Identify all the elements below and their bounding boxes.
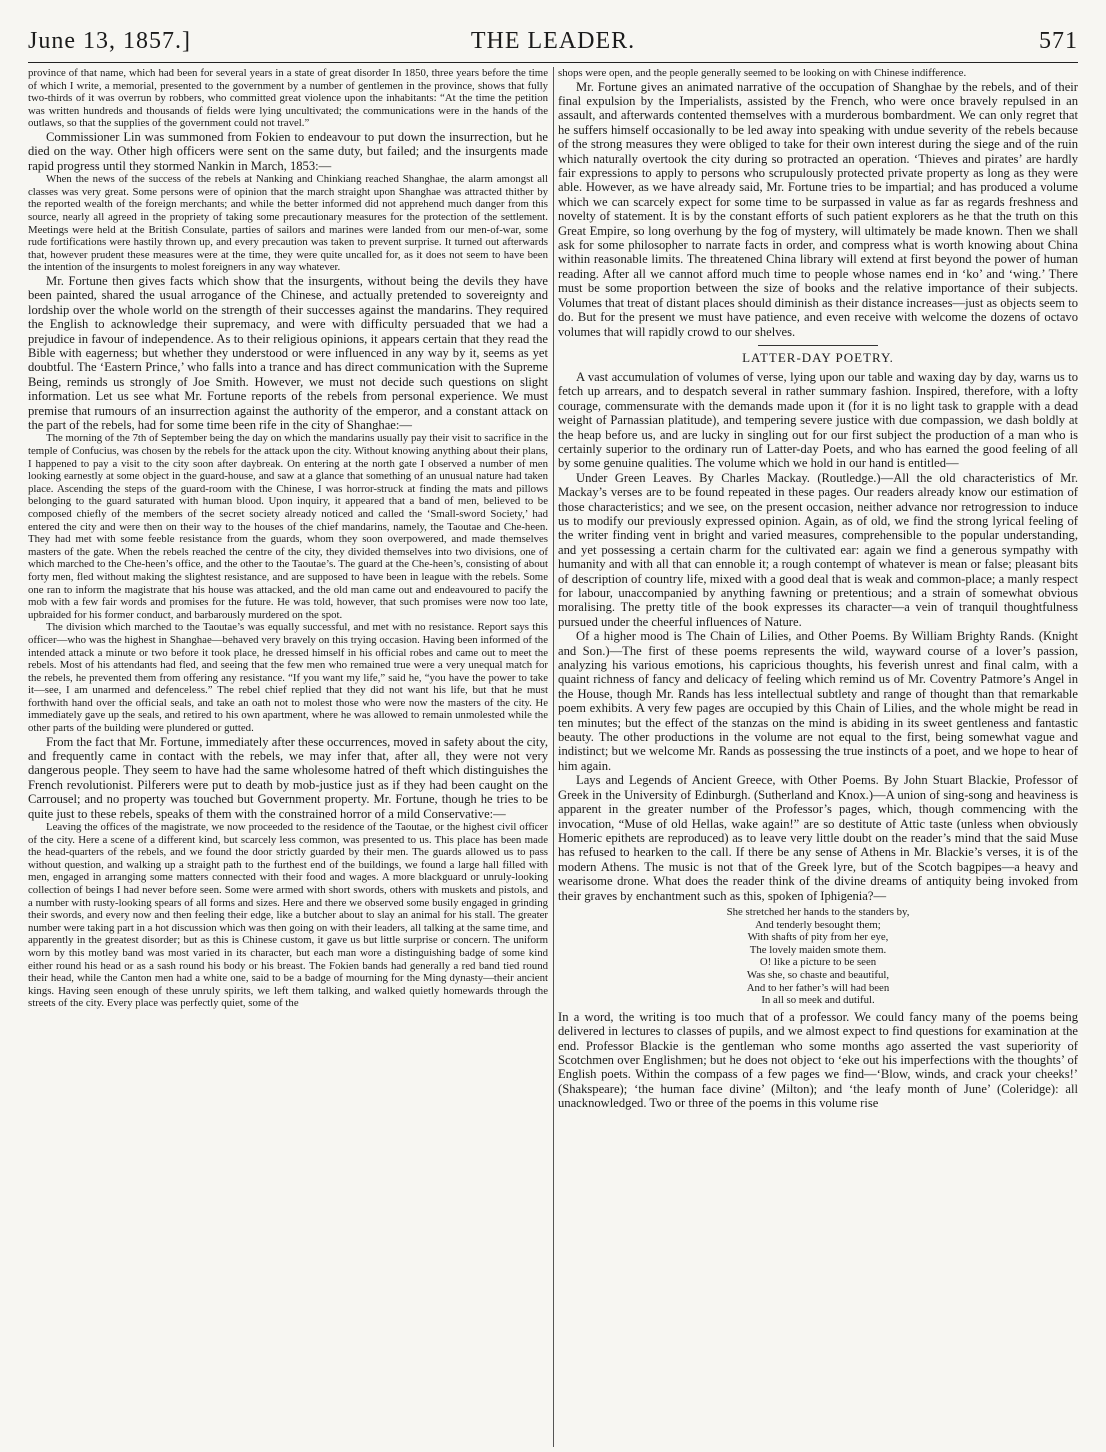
paragraph: The morning of the 7th of September being the day on which the mandarins usually pay their visit to sacrifice in the temple of Confucius, was chosen by the rebels for the attack upon the city. Without knowing anything about their plans, I happened to pay a visit to the city soon after daybreak. On entering at the north gate I observed a number of men looking earnestly at some object in the guard-house, and saw at a glance that something of an unusual nature had taken place. Ascending the steps of the guard-room with the Chinese, I was horror-struck at finding the mats and pillows belonging to the guard saturated with human blood. Upon inquiry, it appeared that a band of men, believed to be composed chiefly of the members of the secret society already noticed and called the ‘Small-sword Society,’ had entered the city and were then on their way to the houses of the chief mandarins, namely, the Taoutae and Che-heen. They had met with some feeble resistance from the guards, whom they soon overpowered, and made themselves masters of the gate. When the rebels reached the centre of the city, they divided themselves into two divisions, one of which marched to the Che-heen’s office, and the other to the Taoutae’s. The guard at the Che-heen’s, consisting of about forty men, fled without making the slightest resistance, and are supposed to have been in league with the rebels. Some one ran to inform the magistrate that his house was attacked, and the old man came out and endeavoured to pacify the mob with a few fair words and promises for the future. He was told, however, that such promises were now too late, upbraided for his former conduct, and barbarously murdered on the spot. (28, 432, 548, 621)
columns (28, 67, 1078, 1447)
page-header (28, 22, 1078, 63)
paragraph: Commissioner Lin was summoned from Fokien to endeavour to put down the insurrection, but he died on the way. Other high officers were sent on the same duty, but failed; and the insurgents made rapid progress until they stormed Nankin in March, 1853:— (28, 129, 548, 173)
paragraph: Lays and Legends of Ancient Greece, with Other Poems. By John Stuart Blackie, Professor of Greek in the University of Edinburgh. (Sutherland and Knox.)—A union of sing-song and heaviness is apparent in the greater number of the Professor’s pages, which, though commencing with the invocation, “Muse of old Hellas, wake again!” are so destitute of Attic taste (unless when obviously Homeric epithets are reproduced) as to leave very little doubt on the reader’s mind that the said Muse has refused to hearken to the call. If there be any sense of Athens in Mr. Blackie’s verses, it is of the modern Athens. The music is not that of the Greek lyre, but of the Scotch bagpipes—a heavy and wearisome drone. What does the reader think of the divine dreams of antiquity being invoked from their graves by enchantment such as this, spoken of Iphigenia?— (558, 773, 1078, 903)
column-rule (553, 67, 554, 1447)
right-column-top (558, 67, 1078, 339)
paragraph: shops were open, and the people generally seemed to be looking on with Chinese indifference. (558, 67, 967, 79)
paragraph: From the fact that Mr. Fortune, immediately after these occurrences, moved in safety about the city, and frequently came in contact with the rebels, we may infer that, after all, they were not very dangerous people. They seem to have had the same wholesome hatred of theft which distinguishes the French revolutionist. Pilferers were put to death by mob-justice just as if they had been caught on the Carrousel; and no property was touched but Government property. Mr. Fortune, though he tries to be quite just to these rebels, speaks of them with the constrained horror of a mild Conservative:— (28, 734, 548, 821)
paragraph: Under Green Leaves. By Charles Mackay. (Routledge.)—All the old characteristics of Mr. Mackay’s verses are to be found repeated in these pages. Our readers already know our estimation of those characteristics; and we see, on the present occasion, neither advance nor retrogression to induce us to modify our previously expressed opinion. Again, as of old, we find the strong lyrical feeling of the writer finding vent in bright and varied measures, comprehensible to the popular understanding, and yet possessing a certain charm for the cultivated ear: again we find a generous sympathy with humanity and with all that can ennoble it; a rough contempt of whatever is mean or false; pleasant bits of description of country life, mixed with a good deal that is weak and common-place; a manly respect for labour, unaccompanied by anything fawning or pretentious; and a strain of somewhat obvious moralising. The pretty title of the book expresses its character—a vein of tranquil thoughtfulness pursued under the cheerful influences of Nature. (558, 470, 1078, 629)
right-column (558, 67, 1078, 1447)
section-divider (758, 345, 878, 346)
poem-line: With shafts of pity from her eye, (747, 931, 889, 944)
left-column (28, 67, 548, 1447)
paragraph: province of that name, which had been for several years in a state of great disorder In 1850, three years before the time of which I write, a memorial, presented to the government by a number of gentlemen in the province, shows that fully two-thirds of it was overrun by robbers, who committed great violence upon the inhabitants: “At the time the petition was written hundreds and thousands of fields were lying uncultivated; the communications were in the hands of the outlaws, so that the supplies of the government could not travel.” (28, 67, 548, 130)
poem-quote (558, 906, 1078, 1007)
poem-line: The lovely maiden smote them. (749, 943, 887, 956)
poem-line: Was she, so chaste and beautiful, (746, 968, 890, 981)
paragraph: Of a higher mood is The Chain of Lilies, and Other Poems. By William Brighty Rands. (Knight and Son.)—The first of these poems represents the wild, wayward course of a lover’s passion, analyzing his various emotions, his capricious thoughts, his feverish unrest and final calm, with a quaint richness of fancy and delicacy of feeling which remind us of Mr. Coventry Patmore’s Angel in the House, though Mr. Rands has less intellectual subtlety and range of thought than that remarkable poem exhibits. A very few pages are occupied by this Chain of Lilies, and the whole might be read in ten minutes; but the effect of the stanzas on the mind is abiding in its sweet gentleness and fantastic beauty. The other productions in the volume are not equal to the first, being somewhat vague and indistinct; but we welcome Mr. Rands as possessing the true instincts of a poet, and we hope to hear of him again. (558, 629, 1078, 773)
paragraph: In a word, the writing is too much that of a professor. We could fancy many of the poems being delivered in lectures to classes of pupils, and we almost expect to find questions for examination at the end. Professor Blackie is the gentleman who some months ago asserted the vast superiority of Scotchmen over Englishmen; but he does not object to ‘eke out his imperfections with the thoughts’ of English poets. Within the compass of a few pages we find—‘Blow, winds, and crack your cheeks!’ (Shakspeare); ‘the human face divine’ (Milton); and ‘the leafy month of June’ (Coleridge): all unacknowledged. Two or three of the poems in this volume rise (558, 1009, 1078, 1111)
poem-line: O! like a picture to be seen (759, 956, 877, 969)
poem-line: And tenderly besought them; (755, 918, 881, 931)
poem-line: And to her father’s will had been (746, 981, 890, 994)
paragraph: The division which marched to the Taoutae’s was equally successful, and met with no resistance. Report says this officer—who was the highest in Shanghae—behaved very bravely on this trying occasion. Having been informed of the intended attack a minute or two before it took place, he dressed himself in his official robes and came out to meet the rebels. Most of his attendants had fled, and seeing that the few men who remained true were a very unequal match for the rebels, he prevented them from offering any resistance. “If you want my life,” said he, “you have the power to take it—see, I am unarmed and defenceless.” The rebel chief replied that they did not want his life, but that he must forthwith hand over the official seals, and take an oath not to molest those who were now the masters of the city. He immediately gave up the seals, and retired to his own apartment, where he was allowed to remain unmolested while the other parts of the building were plundered or gutted. (28, 621, 548, 735)
paragraph: When the news of the success of the rebels at Nanking and Chinkiang reached Shanghae, the alarm amongst all classes was very great. Some persons were of opinion that the march straight upon Shanghae was attracted thither by the reported wealth of the foreign merchants; and while the better informed did not apprehend much danger from this source, nearly all agreed in the propriety of taking some precautionary measures for the protection of the settlement. Meetings were held at the British Consulate, parties of sailors and marines were landed from our men-of-war, some rude fortifications were hastily thrown up, and every precaution was taken to prevent surprise. It turned out afterwards that, however prudent these measures were at the time, they were quite uncalled for, as it does not seem to have been the intention of the insurgents to molest foreigners in any way whatever. (28, 173, 548, 274)
paragraph: Mr. Fortune then gives facts which show that the insurgents, without being the devils they have been painted, shared the usual arrogance of the Chinese, and actually pretended to sovereignty and lordship over the whole world on the strength of their successes against the mandarins. They required the English to acknowledge their supremacy, and were with difficulty persuaded that we had a prejudice in favour of independence. As to their religious opinions, it appears certain that they read the Bible with eagerness; but whether they understood or were influenced in any way by it, seems as yet doubtful. The ‘Eastern Prince,’ who falls into a trance and has direct communication with the Supreme Being, reminds us strongly of Joe Smith. However, we must not decide such questions on slight information. Let us see what Mr. Fortune reports of the rebels from personal experience. We must premise that rumours of an insurrection against the authority of the emperor, and a constant attack on the part of the rebels, had for some time been rife in the city of Shanghae:— (28, 273, 548, 432)
section-title: LATTER-DAY POETRY. (742, 349, 894, 365)
header-title: THE LEADER. (470, 28, 636, 54)
poem-line: She stretched her hands to the standers by, (726, 905, 910, 918)
header-page-number: 571 (1039, 28, 1078, 54)
header-date: June 13, 1857.] (28, 28, 191, 54)
right-column-end (558, 1010, 1078, 1111)
right-column-body (558, 370, 1078, 903)
paragraph: A vast accumulation of volumes of verse, lying upon our table and waxing day by day, warns us to fetch up arrears, and to despatch several in rather summary fashion. Inspired, therefore, with a lofty courage, commensurate with the demands made upon it (for it is no light task to grapple with a dead weight of Parnassian platitude), and tempering severe justice with due compassion, we dash boldly at the heap before us, and are lucky in singling out for our first subject the production of a man who is certainly superior to the ordinary run of Latter-day Poets, and who has earned the good feeling of all by some genuine qualities. The volume which we hold in our hand is entitled— (558, 369, 1078, 471)
paragraph: Leaving the offices of the magistrate, we now proceeded to the residence of the Taoutae, or the highest civil officer of the city. Here a scene of a different kind, but scarcely less common, was presented to us. This place has been made the head-quarters of the rebels, and we found the door strictly guarded by their men. The guards allowed us to pass without question, and walking up a straight path to the furthest end of the buildings, we found a large hall filled with men, engaged in arranging some matters connected with their food and wages. A more blackguard or unruly-looking collection of beings I had never before seen. Some were armed with short swords, others with muskets and pistols, and a number with rusty-looking spears of all forms and sizes. Here and there we observed some busily engaged in grinding their swords, and every now and then feeling their edge, like a butcher about to slay an animal for his stall. The greater number were taking part in a hot discussion which was then going on with their leaders, all talking at the same time, and apparently in the greatest disorder; but as this is Chinese custom, it gave us but little surprise or concern. The uniform worn by this motley band was most varied in its character, but each man wore a distinguishing badge of some kind either round his head or as a sash round his body or his breast. The Fokien bands had generally a red band tied round their head, while the Canton men had a white one, said to be a badge of mourning for the Ming dynasty—their ancient kings. Having seen enough of these unruly spirits, we left them talking, and walked quietly homewards through the streets of the city. Every place was perfectly quiet, some of the (28, 821, 548, 1010)
poem-line: In all so meek and dutiful. (761, 994, 875, 1007)
paragraph: Mr. Fortune gives an animated narrative of the occupation of Shanghae by the rebels, and of their final expulsion by the Imperialists, assisted by the French, who were once bravely repulsed in an assault, and afterwards contented themselves with a murderous bombardment. We can only regret that he suffers himself occasionally to be led away into speaking with undue severity of the rebels because of the strong measures they were obliged to take for their own interest during the siege and of the ruin which naturally overtook the city during so protracted an operation. ‘Thieves and pirates’ are hardly fair expressions to apply to persons who scrupulously protected private property as long as they were able. However, as we have already said, Mr. Fortune tries to be impartial; and has produced a volume which we can scarcely expect for some time to be surpassed in value as far as regards freshness and novelty of statement. It is by the constant efforts of such patient explorers as he that the truth on this Great Empire, so long overhung by the fog of mystery, will ultimately be made known. Then we shall ask for some philosopher to narrate facts in order, and compress what is worth knowing about China within reasonable limits. The threatened China library will extend at first beyond the power of human reading. After all we cannot afford much time to people whose names end in ‘ko’ and ‘wing.’ There must be some proportion between the size of books and the relative importance of their subjects. Volumes that treat of distant places should diminish as their distance increases—just as objects seem to do. But for the present we must have patience, and even receive with welcome the dozens of octavo volumes that will rapidly crowd to our shelves. (558, 79, 1078, 339)
